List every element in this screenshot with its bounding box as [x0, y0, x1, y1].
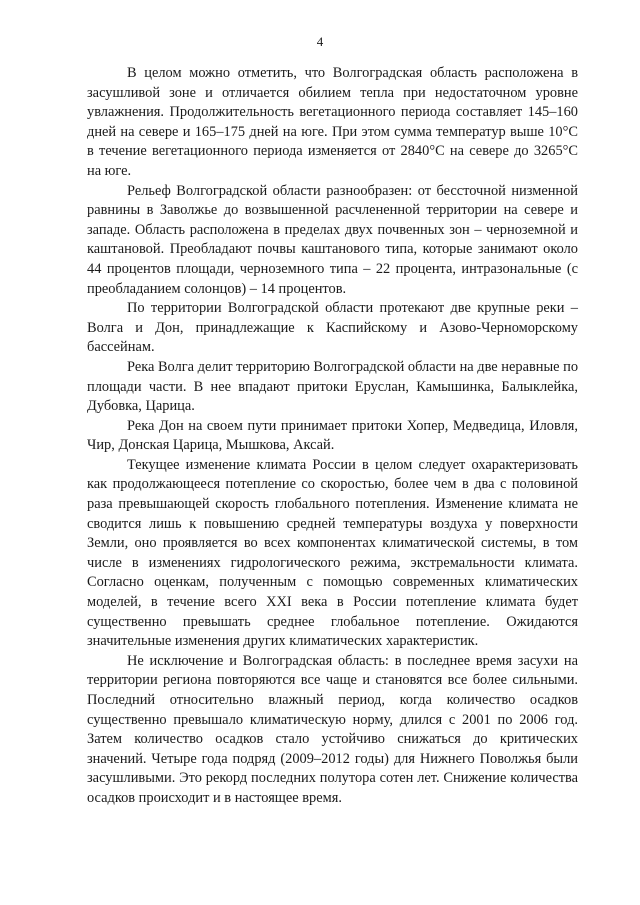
- paragraph: По территории Волгоградской области протекают две крупные реки – Волга и Дон, принадлежащие к Каспийскому и Азово-Черноморскому бассейнам.: [87, 300, 578, 356]
- paragraph: Река Дон на своем пути принимает притоки Хопер, Медведица, Иловля, Чир, Донская Царица, Мышкова, Аксай.: [87, 417, 578, 454]
- paragraph: Не исключение и Волгоградская область: в последнее время засухи на территории региона повторяются все чаще и становятся все более сильными. Последний относительно влажный период, когда количество осадков существенно превышало климатическую норму, длился с 2001 по 2006 год. Затем количество осадков стало устойчиво снижаться до критических значений. Четыре года подряд (2009–2012 годы) для Нижнего Поволжья были засушливыми. Это рекорд последних полутора сотен лет. Снижение количества осадков происходит и в настоящее время.: [87, 652, 578, 806]
- paragraph: Рельеф Волгоградской области разнообразен: от бессточной низменной равнины в Заволжье до возвышенной расчлененной территории на севере и западе. Область расположена в пределах двух почвенных зон – черноземной и каштановой. Преобладают почвы каштанового типа, которые занимают около 44 процентов площади, черноземного типа – 22 процента, интразональные (с преобладанием солонцов) – 14 процентов.: [87, 182, 578, 297]
- document-body: [87, 64, 578, 809]
- page-number: 4: [316, 34, 324, 49]
- paragraph: В целом можно отметить, что Волгоградская область расположена в засушливой зоне и отличается обилием тепла при недостаточном уровне увлажнения. Продолжительность вегетационного периода составляет 145–160 дней на севере и 165–175 дней на юге. При этом сумма температур выше 10°С в течение вегетационного периода изменяется от 2840°С на севере до 3265°С на юге.: [87, 65, 578, 179]
- paragraph: Текущее изменение климата России в целом следует охарактеризовать как продолжающееся потепление со скоростью, более чем в два с половиной раза превышающей скорость глобального потепления. Изменение климата не сводится лишь к повышению средней температуры воздуха у поверхности Земли, оно проявляется во всех компонентах климатической системы, в том числе в изменениях гидрологического режима, экстремальности климата. Согласно оценкам, полученным с помощью современных климатических моделей, в течение всего XXI века в России потепление климата будет существенно превышать среднее глобальное потепление. Ожидаются значительные изменения других климатических характеристик.: [87, 456, 578, 650]
- paragraph: Река Волга делит территорию Волгоградской области на две неравные по площади части. В нее впадают притоки Еруслан, Камышинка, Балыклейка, Дубовка, Царица.: [87, 358, 579, 415]
